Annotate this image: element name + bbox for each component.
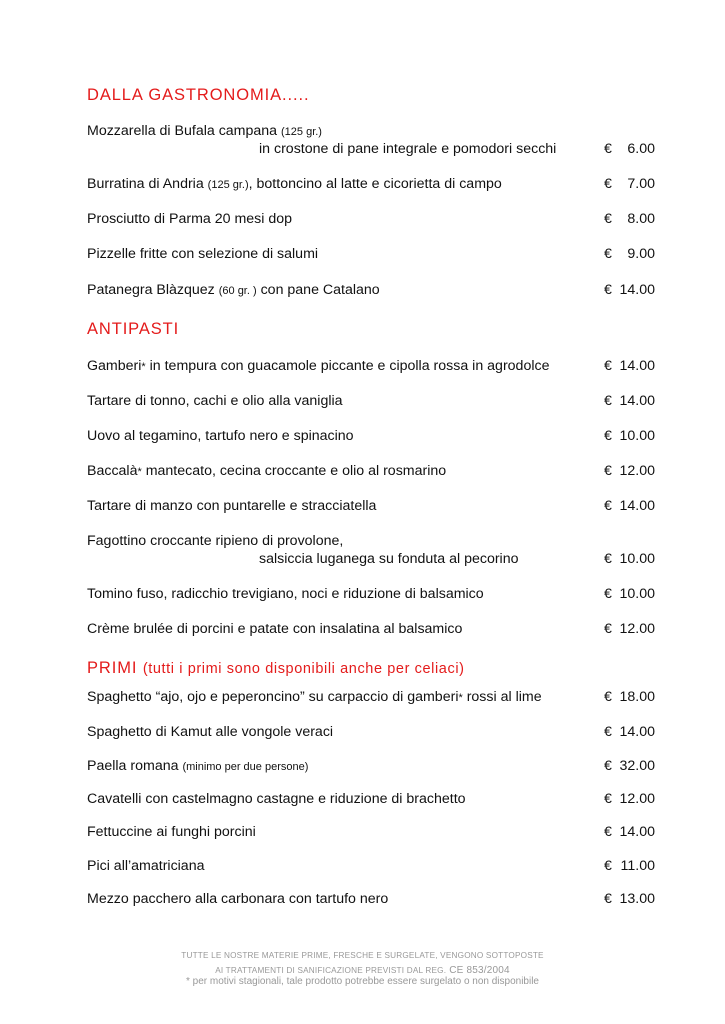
item-name-text: Baccalà [87, 463, 138, 479]
menu-item-price [604, 858, 655, 874]
menu-item-name [87, 463, 446, 479]
item-name-text: Spaghetto di Kamut alle vongole veraci [87, 724, 334, 740]
currency-symbol: € [604, 428, 612, 444]
item-name-text: Uovo al tegamino, tartufo nero e spinacino [87, 428, 354, 444]
menu-item-name [87, 621, 462, 637]
item-name-text: Pici all’amatriciana [87, 858, 205, 874]
menu-item-price [604, 211, 655, 227]
menu-item-name [87, 791, 466, 807]
price-amount: 10.00 [619, 586, 655, 602]
section-title-gastronomia: DALLA GASTRONOMIA..... [87, 86, 310, 104]
item-name-note: * [458, 692, 463, 704]
currency-symbol: € [604, 891, 612, 907]
item-name-note: * [141, 361, 146, 373]
item-name-text: Patanegra Blàzquez [87, 282, 219, 298]
item-name-text: Tartare di manzo con puntarelle e stracciatella [87, 498, 377, 514]
menu-item-name [87, 282, 380, 298]
price-amount: 12.00 [619, 791, 655, 807]
currency-symbol: € [604, 393, 612, 409]
item-name-text: Tartare di tonno, cachi e olio alla vaniglia [87, 393, 343, 409]
menu-item-name [87, 758, 308, 774]
menu-item-name [87, 393, 343, 409]
item-name-text: mantecato, cecina croccante e olio al rosmarino [141, 463, 447, 479]
currency-symbol: € [604, 141, 612, 157]
menu-item-price [604, 282, 655, 298]
item-name-text: con pane Catalano [256, 282, 380, 298]
menu-item-name [87, 858, 204, 874]
menu-item-price [604, 428, 655, 444]
currency-symbol: € [604, 358, 612, 374]
item-name-text: Mozzarella di Bufala campana [87, 123, 281, 139]
item-name-text: Prosciutto di Parma 20 mesi dop [87, 211, 293, 227]
menu-item-price [604, 724, 655, 740]
item-name-text: in tempura con guacamole piccante e cipolla rossa in agrodolce [145, 358, 550, 374]
item-name-text: Spaghetto “ajo, ojo e peperoncino” su carpaccio di gamberi [87, 689, 459, 705]
menu-item-price [604, 689, 655, 705]
price-amount: 14.00 [619, 498, 655, 514]
menu-item-name [87, 498, 376, 514]
price-amount: 18.00 [619, 689, 655, 705]
currency-symbol: € [604, 689, 612, 705]
currency-symbol: € [604, 211, 612, 227]
currency-symbol: € [604, 586, 612, 602]
item-name-note: (125 gr.) [207, 179, 249, 191]
price-amount: 14.00 [619, 724, 655, 740]
item-name-text: Cavatelli con castelmagno castagne e riduzione di brachetto [87, 791, 466, 807]
price-amount: 7.00 [627, 176, 655, 192]
item-name-note: * [137, 466, 142, 478]
menu-item-price [604, 358, 655, 374]
menu-item-price [604, 824, 655, 840]
price-amount: 12.00 [619, 621, 655, 637]
price-amount: 12.00 [619, 463, 655, 479]
footer-seasonal-note: * per motivi stagionali, tale prodotto potrebbe essere surgelato o non disponibile [186, 976, 539, 987]
price-amount: 14.00 [619, 282, 655, 298]
menu-item-name [87, 586, 484, 602]
price-amount: 14.00 [619, 393, 655, 409]
item-name-text: Paella romana [87, 758, 183, 774]
menu-item-name [87, 533, 343, 549]
menu-item-description: in crostone di pane integrale e pomodori secchi [259, 141, 557, 157]
menu-item-name [87, 358, 549, 374]
menu-item-name [87, 689, 542, 705]
currency-symbol: € [604, 551, 612, 567]
currency-symbol: € [604, 758, 612, 774]
item-name-text: Fettuccine ai funghi porcini [87, 824, 256, 840]
item-name-text: Burratina di Andria [87, 176, 208, 192]
currency-symbol: € [604, 498, 612, 514]
item-name-text: Tomino fuso, radicchio trevigiano, noci e riduzione di balsamico [87, 586, 484, 602]
menu-item-name [87, 211, 292, 227]
price-amount: 11.00 [620, 858, 655, 874]
menu-item-price [604, 246, 655, 262]
section-title-primi: PRIMI (tutti i primi sono disponibili anche per celiaci) [87, 659, 465, 677]
currency-symbol: € [604, 176, 612, 192]
menu-item-price [604, 498, 655, 514]
menu-item-name [87, 246, 318, 262]
price-amount: 10.00 [619, 551, 655, 567]
footer-sanitization-note-line1: TUTTE LE NOSTRE MATERIE PRIME, FRESCHE E SURGELATE, VENGONO SOTTOPOSTE [181, 951, 544, 960]
item-name-text: Fagottino croccante ripieno di provolone, [87, 533, 344, 549]
item-name-text: Gamberi [87, 358, 142, 374]
menu-item-name [87, 123, 322, 139]
price-amount: 8.00 [627, 211, 655, 227]
menu-item-price [604, 463, 655, 479]
currency-symbol: € [604, 724, 612, 740]
section-title-antipasti: ANTIPASTI [87, 320, 180, 338]
price-amount: 32.00 [619, 758, 655, 774]
menu-item-name [87, 176, 502, 192]
item-name-note: (60 gr. ) [218, 285, 257, 297]
menu-item-name [87, 724, 333, 740]
menu-item-name [87, 891, 388, 907]
currency-symbol: € [604, 246, 612, 262]
price-amount: 6.00 [627, 141, 655, 157]
menu-item-price [604, 891, 655, 907]
menu-item-price [604, 791, 655, 807]
menu-item-price [604, 393, 655, 409]
menu-item-description: salsiccia luganega su fonduta al pecorino [259, 551, 519, 567]
menu-item-price [604, 621, 655, 637]
currency-symbol: € [604, 621, 612, 637]
item-name-note: (minimo per due persone) [182, 761, 309, 773]
currency-symbol: € [604, 282, 612, 298]
menu-item-price [604, 176, 655, 192]
currency-symbol: € [604, 791, 612, 807]
item-name-text: , bottoncino al latte e cicorietta di campo [248, 176, 502, 192]
footer-sanitization-note-line2: AI TRATTAMENTI DI SANIFICAZIONE PREVISTI DAL REG. CE 853/2004 [215, 965, 510, 976]
menu-item-price [604, 758, 655, 774]
menu-item-price [604, 141, 655, 157]
price-amount: 9.00 [627, 246, 655, 262]
item-name-text: rossi al lime [462, 689, 542, 705]
item-name-note: (125 gr.) [281, 126, 322, 138]
menu-item-price [604, 586, 655, 602]
price-amount: 14.00 [619, 358, 655, 374]
currency-symbol: € [604, 824, 612, 840]
menu-item-name [87, 428, 354, 444]
item-name-text: Crème brulée di porcini e patate con insalatina al balsamico [87, 621, 463, 637]
price-amount: 13.00 [619, 891, 655, 907]
currency-symbol: € [604, 463, 612, 479]
item-name-text: Mezzo pacchero alla carbonara con tartufo nero [87, 891, 389, 907]
currency-symbol: € [604, 858, 612, 874]
menu-item-name [87, 824, 256, 840]
item-name-text: Pizzelle fritte con selezione di salumi [87, 246, 319, 262]
price-amount: 10.00 [619, 428, 655, 444]
menu-item-price [604, 551, 655, 567]
primi-celiac-note: (tutti i primi sono disponibili anche per celiaci) [142, 661, 465, 677]
price-amount: 14.00 [619, 824, 655, 840]
